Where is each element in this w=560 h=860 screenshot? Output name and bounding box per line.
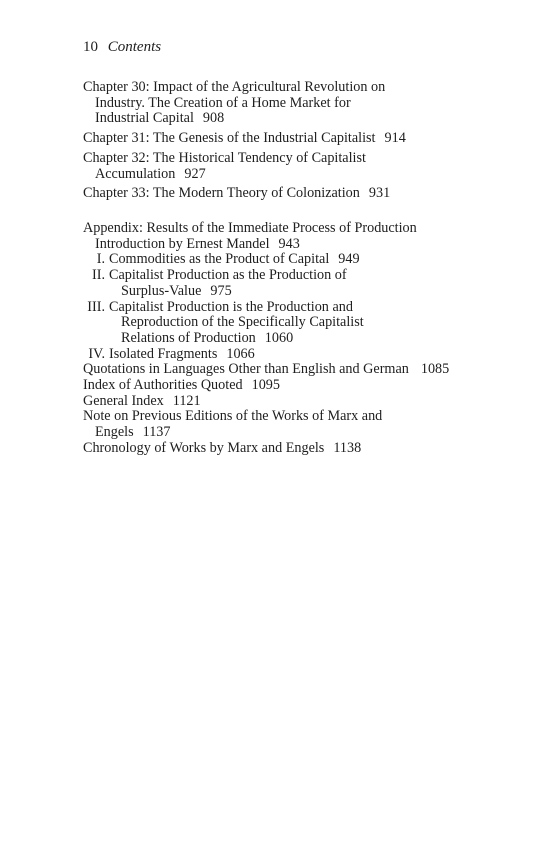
toc-entry-title: General Index bbox=[83, 392, 164, 409]
toc-entry-page: 1138 bbox=[333, 439, 362, 456]
toc-entry-page: 1095 bbox=[251, 377, 280, 394]
page-header bbox=[83, 38, 161, 56]
toc-entry-title: Introduction by Ernest Mandel bbox=[95, 235, 270, 252]
toc-entry-page: 908 bbox=[202, 110, 225, 127]
page-number: 10 bbox=[83, 39, 98, 55]
toc-entry-title: Surplus-Value bbox=[121, 282, 202, 299]
toc-entry-page: 927 bbox=[184, 165, 206, 182]
toc-entry-title: Index of Authorities Quoted bbox=[83, 377, 243, 394]
toc-entry-chapter-31 bbox=[83, 131, 543, 147]
toc-entry-title: Engels bbox=[95, 424, 134, 441]
toc-entry-appendix-part-iii bbox=[83, 300, 543, 316]
toc-entry-appendix-part-ii bbox=[83, 268, 543, 284]
toc-entry-chronology bbox=[83, 441, 543, 457]
toc-entry-general-index bbox=[83, 394, 543, 410]
toc-entry-title: Quotations in Languages Other than English and German bbox=[83, 361, 409, 378]
toc-entry-page: 931 bbox=[368, 185, 391, 202]
toc-entry-numeral: I. bbox=[96, 251, 105, 268]
toc-entry-page: 975 bbox=[210, 282, 232, 299]
toc-entry-title-line bbox=[83, 167, 543, 183]
toc-entry-title: Accumulation bbox=[95, 165, 176, 182]
toc-entry-numeral: IV. bbox=[88, 345, 105, 362]
toc-entry-title: Chronology of Works by Marx and Engels bbox=[83, 439, 325, 456]
toc-entry-quotations bbox=[83, 362, 543, 378]
toc-entry-title-line: Chapter 32: The Historical Tendency of Capitalist bbox=[83, 149, 366, 166]
running-title: Contents bbox=[107, 39, 162, 55]
toc-entry-appendix-part-iv bbox=[83, 347, 543, 363]
toc-entry-title: Chapter 33: The Modern Theory of Colonization bbox=[83, 185, 360, 202]
toc-entry-page: 914 bbox=[384, 130, 406, 147]
toc-entry-numeral: III. bbox=[87, 298, 105, 315]
toc-entry-page: 1060 bbox=[264, 329, 294, 346]
toc-entry-title-line bbox=[83, 186, 543, 202]
toc-entry-page: 1085 bbox=[420, 361, 450, 378]
toc-entry-title: Capitalist Production is the Production and bbox=[109, 298, 353, 315]
toc-entry-chapter-33 bbox=[83, 186, 543, 202]
toc-entry-title-line: Industry. The Creation of a Home Market for bbox=[95, 94, 351, 111]
toc-entry-title-line: Reproduction of the Specifically Capitalist bbox=[121, 314, 364, 331]
toc-entry-title-line bbox=[83, 111, 543, 127]
toc-entry-title: Commodities as the Product of Capital bbox=[109, 251, 330, 268]
toc-entry-title-line bbox=[83, 131, 543, 147]
toc-entry-page: 943 bbox=[278, 235, 300, 252]
toc-entry-page: 1066 bbox=[226, 345, 255, 362]
toc-entry-title-line: Note on Previous Editions of the Works of Marx and bbox=[83, 408, 383, 425]
toc-entry-title: Isolated Fragments bbox=[109, 345, 218, 362]
toc-entry-title: Relations of Production bbox=[121, 329, 256, 346]
toc-entry-page: 1121 bbox=[172, 392, 201, 409]
toc-entry-numeral: II. bbox=[92, 267, 105, 284]
toc-entry-title: Chapter 31: The Genesis of the Industrial Capitalist bbox=[83, 130, 376, 147]
appendix-and-back-matter bbox=[83, 221, 543, 457]
toc-entry-title-line: Chapter 30: Impact of the Agricultural Revolution on bbox=[83, 79, 386, 95]
toc-entry-chapter-32 bbox=[83, 151, 543, 182]
toc-entry-title-line bbox=[83, 425, 543, 441]
toc-entry-chapter-30 bbox=[83, 80, 543, 127]
chapter-list bbox=[83, 80, 543, 202]
toc-entry-appendix: Appendix: Results of the Immediate Process of Production bbox=[83, 220, 417, 236]
toc-entry-appendix-part-i bbox=[83, 252, 543, 268]
toc-entry-index-of-authorities bbox=[83, 378, 543, 394]
toc-entry-title-line bbox=[83, 331, 543, 347]
toc-entry-page: 949 bbox=[338, 251, 360, 268]
toc-entry-introduction bbox=[83, 237, 543, 253]
toc-entry-title: Capitalist Production as the Production of bbox=[109, 267, 347, 284]
toc-entry-page: 1137 bbox=[142, 424, 171, 441]
toc-entry-title: Industrial Capital bbox=[95, 110, 194, 127]
toc-entry-note-on-previous-editions bbox=[83, 409, 543, 440]
toc-entry-title-line bbox=[83, 284, 543, 300]
